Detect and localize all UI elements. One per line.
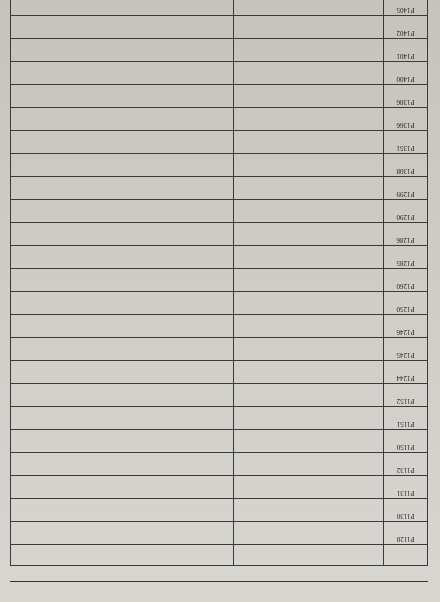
cell-fault-description — [234, 476, 384, 499]
column-header-fault — [234, 545, 384, 566]
cell-fault-description — [234, 200, 384, 223]
cell-possible-causes — [11, 0, 234, 16]
table-row — [11, 200, 428, 223]
cell-possible-causes — [11, 315, 234, 338]
cell-possible-causes — [11, 384, 234, 407]
cell-fault-code: P1286 — [384, 223, 428, 246]
cell-possible-causes — [11, 292, 234, 315]
table-row — [11, 384, 428, 407]
table-row — [11, 476, 428, 499]
table-caption — [10, 568, 428, 578]
cell-fault-description — [234, 246, 384, 269]
cell-fault-code: P1400 — [384, 62, 428, 85]
table-row — [11, 85, 428, 108]
table-row — [11, 177, 428, 200]
cell-fault-description — [234, 407, 384, 430]
cell-fault-code: P1130 — [384, 499, 428, 522]
table-row — [11, 453, 428, 476]
cell-fault-code: P1299 — [384, 177, 428, 200]
cell-fault-description — [234, 361, 384, 384]
cell-possible-causes — [11, 223, 234, 246]
cell-possible-causes — [11, 453, 234, 476]
cell-possible-causes — [11, 269, 234, 292]
table-row — [11, 269, 428, 292]
cell-fault-code: P1131 — [384, 476, 428, 499]
table-row — [11, 407, 428, 430]
cell-fault-code: P1152 — [384, 384, 428, 407]
cell-possible-causes — [11, 62, 234, 85]
cell-fault-description — [234, 315, 384, 338]
cell-possible-causes — [11, 361, 234, 384]
table-row — [11, 430, 428, 453]
cell-fault-description — [234, 453, 384, 476]
cell-possible-causes — [11, 407, 234, 430]
table-row — [11, 62, 428, 85]
cell-fault-description — [234, 499, 384, 522]
cell-possible-causes — [11, 430, 234, 453]
fault-code-table — [10, 0, 428, 566]
cell-fault-description — [234, 131, 384, 154]
cell-fault-code: P1151 — [384, 407, 428, 430]
cell-fault-description — [234, 154, 384, 177]
cell-fault-description — [234, 384, 384, 407]
cell-fault-code: P1290 — [384, 200, 428, 223]
cell-fault-code: P1386 — [384, 85, 428, 108]
table-row — [11, 315, 428, 338]
cell-possible-causes — [11, 499, 234, 522]
table-row — [11, 246, 428, 269]
table-row — [11, 131, 428, 154]
cell-possible-causes — [11, 476, 234, 499]
cell-possible-causes — [11, 85, 234, 108]
cell-fault-code: P1402 — [384, 16, 428, 39]
cell-fault-code: P1351 — [384, 131, 428, 154]
cell-fault-code: P1250 — [384, 292, 428, 315]
cell-fault-code: P1244 — [384, 361, 428, 384]
cell-fault-code: P1405 — [384, 0, 428, 16]
cell-possible-causes — [11, 108, 234, 131]
cell-possible-causes — [11, 16, 234, 39]
cell-possible-causes — [11, 39, 234, 62]
column-header-causes — [11, 545, 234, 566]
table-row — [11, 223, 428, 246]
table-row — [11, 108, 428, 131]
cell-fault-code: P1150 — [384, 430, 428, 453]
running-header — [10, 581, 428, 596]
cell-fault-code: P1128 — [384, 522, 428, 545]
cell-fault-description — [234, 338, 384, 361]
cell-fault-description — [234, 177, 384, 200]
cell-fault-description — [234, 522, 384, 545]
table-body — [11, 0, 428, 545]
cell-fault-code: P1366 — [384, 108, 428, 131]
cell-fault-description — [234, 108, 384, 131]
cell-possible-causes — [11, 522, 234, 545]
table-row — [11, 522, 428, 545]
cell-fault-description — [234, 0, 384, 16]
table-header-row — [11, 545, 428, 566]
cell-fault-code: P1246 — [384, 315, 428, 338]
table-row — [11, 338, 428, 361]
cell-fault-code: P1132 — [384, 453, 428, 476]
cell-fault-description — [234, 223, 384, 246]
cell-fault-description — [234, 269, 384, 292]
table-row — [11, 16, 428, 39]
cell-possible-causes — [11, 338, 234, 361]
cell-possible-causes — [11, 177, 234, 200]
cell-possible-causes — [11, 200, 234, 223]
table-row — [11, 361, 428, 384]
cell-fault-description — [234, 39, 384, 62]
cell-fault-code: P1245 — [384, 338, 428, 361]
table-row — [11, 154, 428, 177]
cell-fault-description — [234, 62, 384, 85]
column-header-code — [384, 545, 428, 566]
cell-fault-description — [234, 16, 384, 39]
table-row — [11, 292, 428, 315]
table-row — [11, 0, 428, 16]
table-row — [11, 39, 428, 62]
cell-fault-code: P1401 — [384, 39, 428, 62]
cell-possible-causes — [11, 131, 234, 154]
cell-fault-description — [234, 85, 384, 108]
cell-fault-code: P1260 — [384, 269, 428, 292]
cell-fault-code: P1285 — [384, 246, 428, 269]
cell-fault-code: P1308 — [384, 154, 428, 177]
cell-fault-description — [234, 292, 384, 315]
table-row — [11, 499, 428, 522]
cell-possible-causes — [11, 246, 234, 269]
cell-fault-description — [234, 430, 384, 453]
cell-possible-causes — [11, 154, 234, 177]
